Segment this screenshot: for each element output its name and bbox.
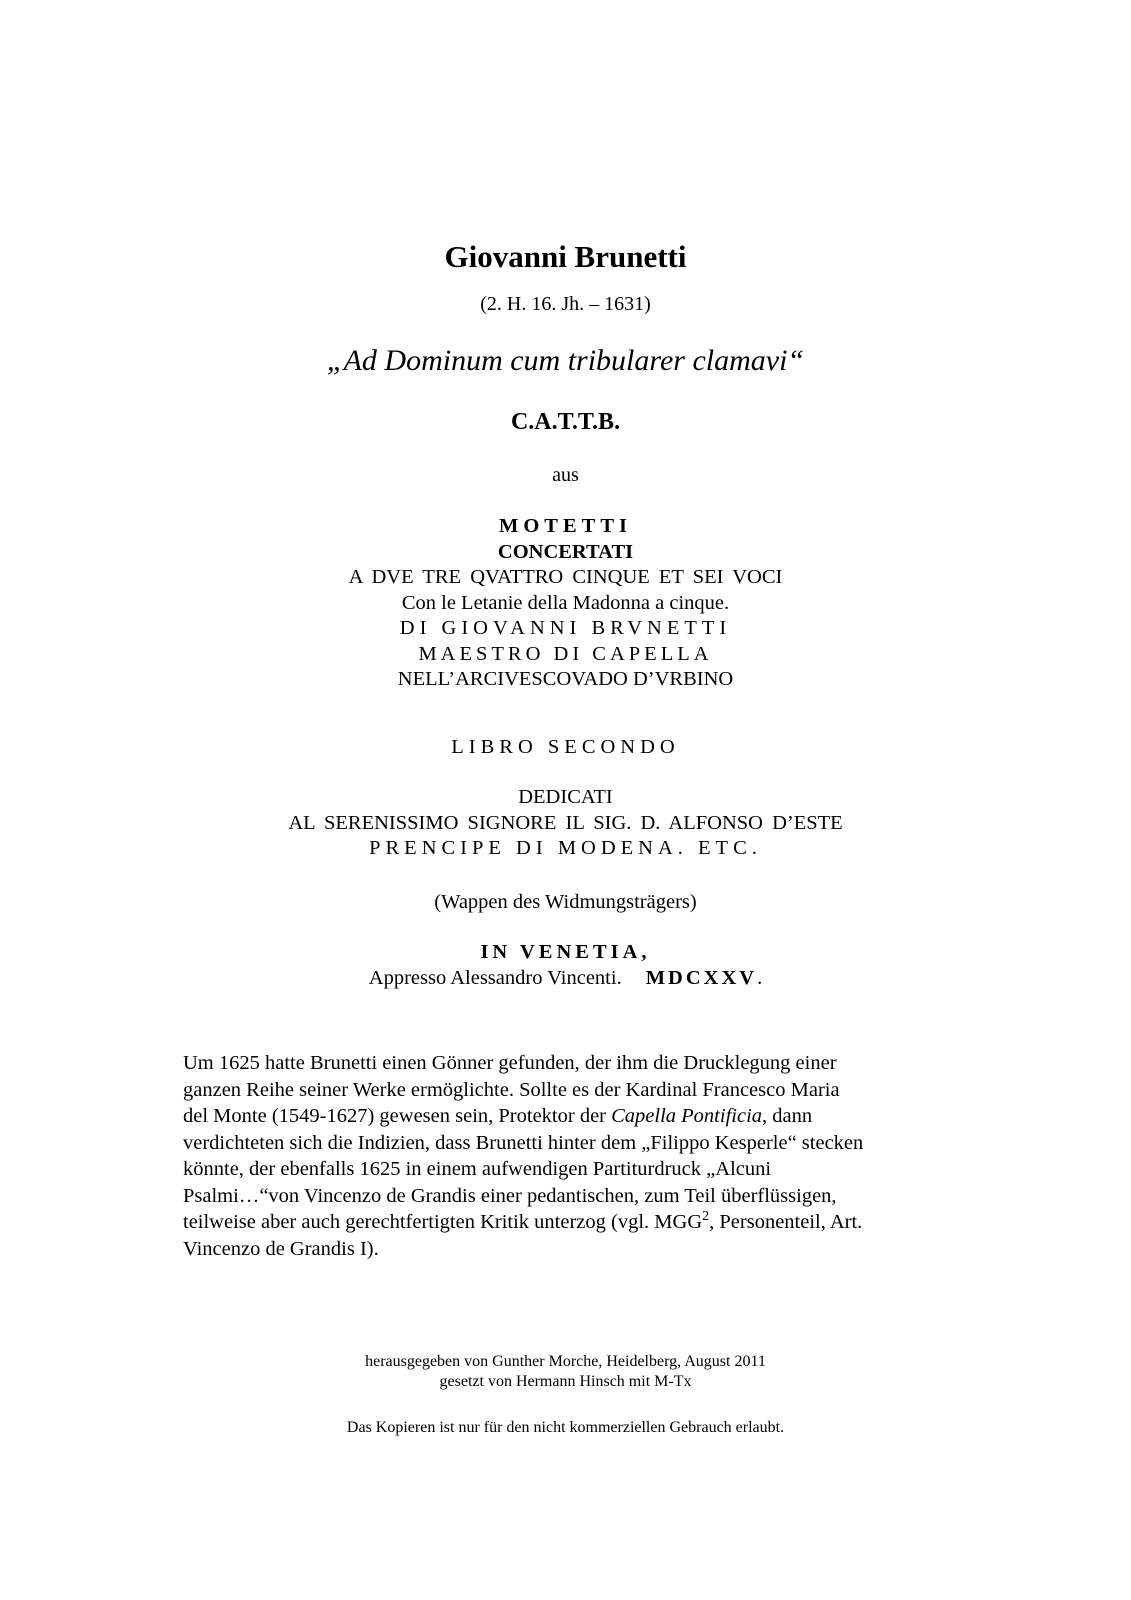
paragraph-line: Psalmi…“von Vincenzo de Grandis einer pedantischen, zum Teil überflüssigen, [183, 1184, 837, 1207]
capella-pontificia-term: Capella Pontificia [611, 1105, 763, 1127]
paragraph-line [183, 1103, 953, 1130]
paragraph-line: könnte, der ebenfalls 1625 in einem aufwendigen Partiturdruck „Alcuni [183, 1158, 772, 1180]
title-line-author: DI GIOVANNI BRVNETTI [399, 617, 732, 639]
paragraph-line: verdichteten sich die Indizien, dass Brunetti hinter dem „Filippo Kesperle“ stecken [183, 1131, 864, 1154]
paragraph-text: teilweise aber auch gerechtfertigten Kritik unterzog (vgl. MGG [183, 1211, 703, 1233]
title-line-urbino: NELL’ARCIVESCOVADO D’VRBINO [397, 668, 734, 690]
title-page-block [0, 514, 1131, 693]
editor-credit: herausgegeben von Gunther Morche, Heidelberg, August 2011 [365, 1353, 766, 1370]
imprint-publisher: Appresso Alessandro Vincenti. [368, 966, 622, 989]
dedication-line-prencipe: PRENCIPE DI MODENA. ETC. [369, 837, 762, 859]
paragraph-line: ganzen Reihe seiner Werke ermöglichte. Sollte es der Kardinal Francesco Maria [183, 1078, 840, 1101]
book-number: LIBRO SECONDO [451, 736, 680, 758]
dedication-block [0, 785, 1131, 862]
imprint-publisher-line [0, 966, 1131, 992]
coat-of-arms-note: (Wappen des Widmungsträgers) [434, 891, 697, 913]
composer-name: Giovanni Brunetti [444, 239, 687, 274]
paragraph-line: Vincenzo de Grandis I). [183, 1237, 379, 1260]
license-note: Das Kopieren ist nur für den nicht kommerziellen Gebrauch erlaubt. [346, 1419, 785, 1436]
imprint-year: MDCXXV [645, 966, 758, 989]
title-line-letanie: Con le Letanie della Madonna a cinque. [401, 591, 730, 614]
source-prefix: aus [552, 464, 579, 486]
mgg-superscript: 2 [702, 1209, 710, 1225]
credits-block [0, 1352, 1131, 1392]
paragraph-text: del Monte (1549-1627) gewesen sein, Protektor der [183, 1105, 612, 1127]
paragraph-text: , dann [762, 1105, 813, 1127]
title-line-concertati: CONCERTATI [497, 540, 634, 563]
title-line-voices: A DVE TRE QVATTRO CINQUE ET SEI VOCI [348, 566, 783, 588]
title-line-maestro: MAESTRO DI CAPELLA [418, 642, 713, 665]
typesetter-credit: gesetzt von Hermann Hinsch mit M-Tx [439, 1373, 692, 1390]
motet-title: „Ad Dominum cum tribularer clamavi“ [326, 344, 805, 377]
intro-paragraph [183, 1050, 953, 1262]
dedication-line-alfonso: AL SERENISSIMO SIGNORE IL SIG. D. ALFONSO D’ESTE [288, 811, 843, 834]
imprint-block [0, 940, 1131, 991]
paragraph-line: Um 1625 hatte Brunetti einen Gönner gefunden, der ihm die Drucklegung einer [183, 1052, 837, 1074]
imprint-place: IN VENETIA, [480, 941, 651, 963]
imprint-year-suffix: . [757, 966, 763, 989]
dedication-line-dedicati: DEDICATI [518, 786, 613, 808]
paragraph-line [183, 1209, 953, 1236]
paragraph-text: , Personenteil, Art. [709, 1211, 863, 1233]
composer-dates: (2. H. 16. Jh. – 1631) [480, 293, 651, 315]
title-line-motetti: MOTETTI [499, 515, 632, 537]
voicing: C.A.T.T.B. [510, 409, 621, 435]
